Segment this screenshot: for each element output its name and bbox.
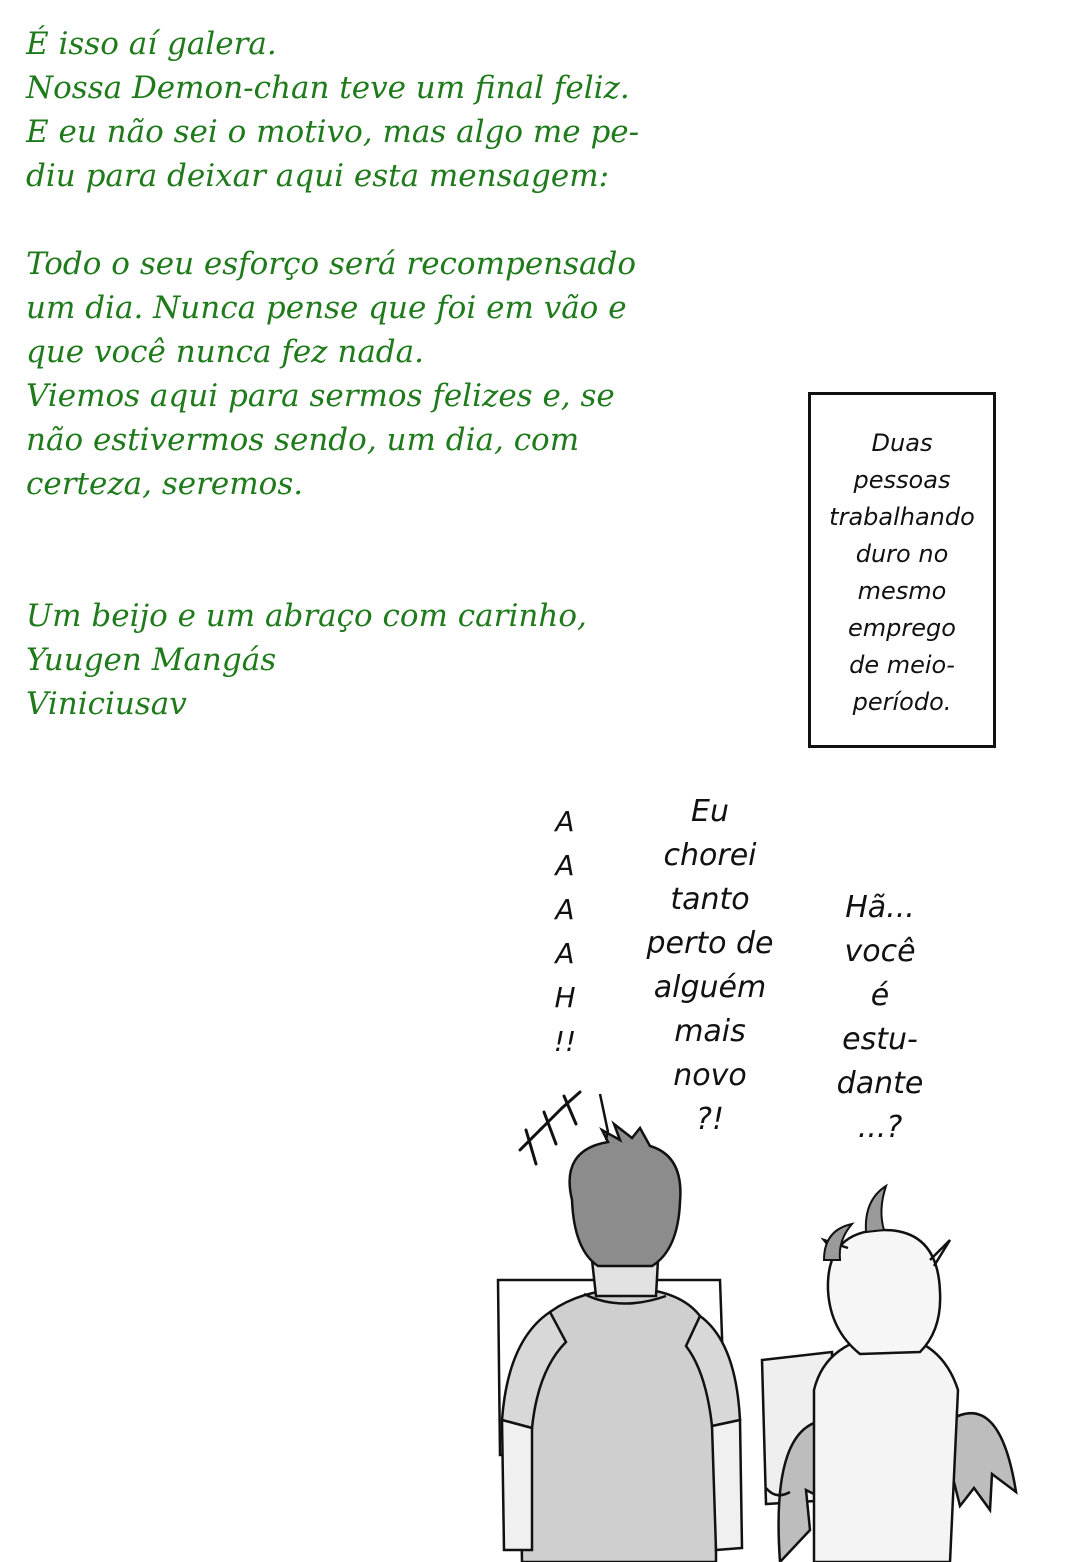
translator-message — [26, 22, 746, 726]
manga-illustration — [480, 1090, 1080, 1562]
dialogue-line: dante — [836, 1066, 924, 1101]
dialogue-line: novo — [673, 1058, 747, 1093]
message-line: E eu não sei o motivo, mas algo me pe- — [26, 114, 640, 150]
caption-line: período. — [852, 688, 952, 716]
shock-marks-icon — [520, 1092, 580, 1164]
dialogue-line: tanto — [670, 882, 750, 917]
scream-char: A — [555, 849, 575, 882]
message-line: Viemos aqui para sermos felizes e, se — [26, 378, 615, 414]
caption-line: duro no — [855, 540, 949, 568]
dialogue-line: estu- — [842, 1022, 918, 1057]
message-line: Um beijo e um abraço com carinho, — [26, 598, 587, 634]
message-line: não estivermos sendo, um dia, com — [26, 422, 580, 458]
scream-char: A — [555, 937, 575, 970]
message-line: certeza, seremos. — [26, 466, 304, 502]
caption-line: pessoas — [853, 466, 951, 494]
narration-box — [808, 392, 996, 748]
dialogue-line: é — [870, 978, 890, 1013]
dialogue-line: chorei — [663, 838, 757, 873]
dialogue-line: Eu — [691, 794, 729, 829]
dialogue-line: ...? — [857, 1110, 903, 1145]
signature-group: Yuugen Mangás — [26, 642, 277, 678]
dialogue-line: ?! — [696, 1102, 724, 1137]
scream-char: A — [555, 893, 575, 926]
caption-line: mesmo — [857, 577, 947, 605]
caption-line: de meio- — [849, 651, 955, 679]
demon-girl-character — [762, 1186, 1016, 1562]
scream-char: A — [555, 805, 575, 838]
signature-name: Viniciusav — [26, 686, 187, 722]
dialogue-line: mais — [674, 1014, 746, 1049]
scream-char: !! — [553, 1025, 577, 1058]
dialogue-line: Hã... — [845, 890, 915, 925]
message-line: um dia. Nunca pense que foi em vão e — [26, 290, 627, 326]
scream-char: H — [554, 981, 576, 1014]
dialogue-line: perto de — [646, 926, 774, 961]
dialogue-line: você — [844, 934, 916, 969]
message-line: Todo o seu esforço será recompensado — [26, 246, 637, 282]
caption-line: Duas — [871, 429, 933, 457]
message-line: diu para deixar aqui esta mensagem: — [26, 158, 610, 194]
dialogue-line: alguém — [653, 970, 767, 1005]
scream-text — [538, 800, 592, 1064]
caption-line: emprego — [848, 614, 956, 642]
message-line: que você nunca fez nada. — [26, 334, 424, 370]
message-line: É isso aí galera. — [26, 26, 277, 62]
caption-line: trabalhando — [829, 503, 975, 531]
message-line: Nossa Demon-chan teve um final feliz. — [26, 70, 630, 106]
